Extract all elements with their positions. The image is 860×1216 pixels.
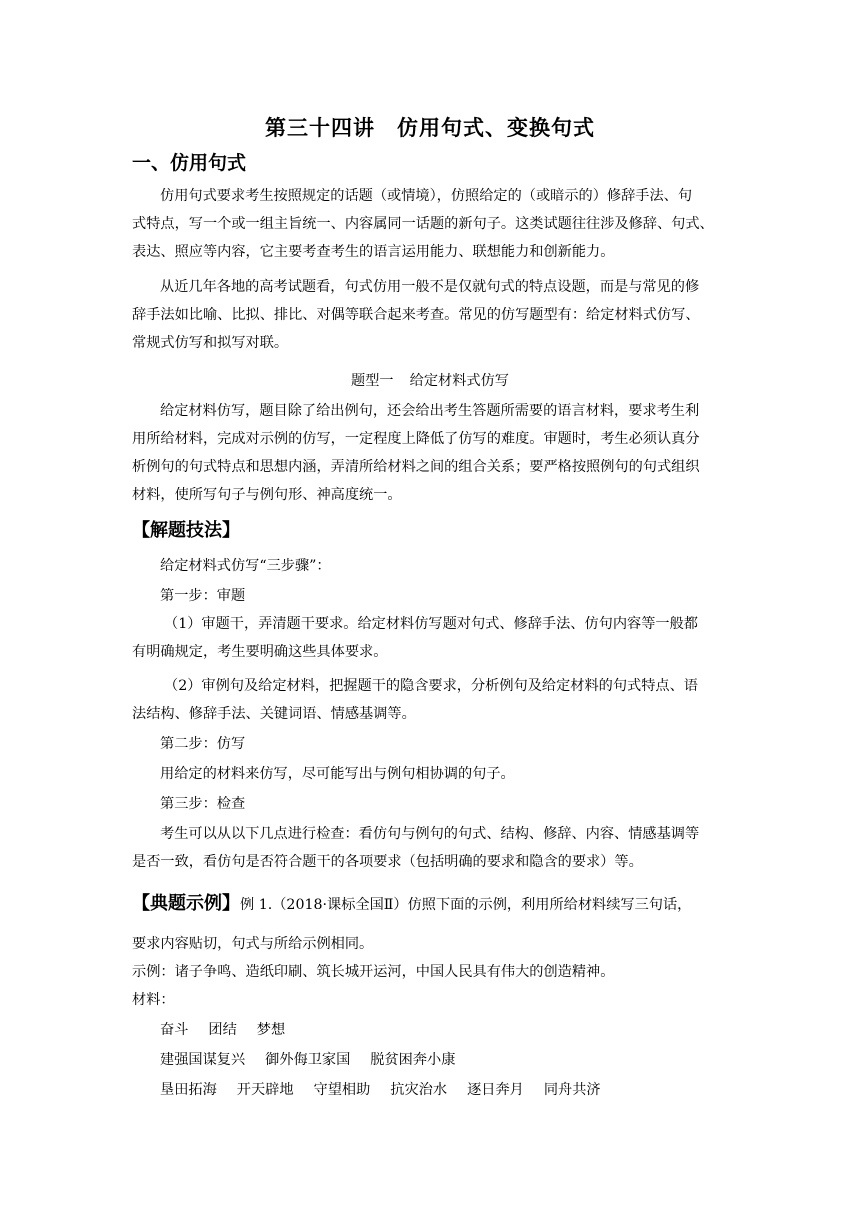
paragraph-line: 表达、照应等内容，它主要考查考生的语言运用能力、联想能力和创新能力。 <box>132 244 615 260</box>
material-item: 梦想 <box>256 1022 286 1038</box>
tips-intro: 给定材料式仿写“三步骤”： <box>160 558 331 574</box>
page-title <box>0 112 860 142</box>
paragraph-line: （2）审例句及给定材料，把握题干的隐含要求，分析例句及给定材料的句式特点、语 <box>164 678 698 694</box>
question-type-name: 给定材料式仿写 <box>409 373 509 389</box>
paragraph-line: 仿用句式要求考生按照规定的话题（或情境），仿照给定的（或暗示的）修辞手法、句 <box>160 188 693 204</box>
lecture-number: 第三十四讲 <box>265 116 375 140</box>
paragraph-line: 式特点，写一个或一组主旨统一、内容属同一话题的新句子。这类试题往往涉及修辞、句式、 <box>132 216 714 232</box>
material-row <box>160 1080 732 1100</box>
material-item: 脱贫困奔小康 <box>370 1052 456 1068</box>
material-row <box>160 1050 732 1070</box>
example-question-line <box>132 894 742 915</box>
material-item: 御外侮卫家国 <box>265 1052 351 1068</box>
material-item: 同舟共济 <box>543 1082 601 1098</box>
material-item: 抗灾治水 <box>390 1082 448 1098</box>
example-question-text: 例 1.（2018·课标全国Ⅱ）仿照下面的示例，利用所给材料续写三句话， <box>240 897 692 913</box>
section-heading-imitation: 一、仿用句式 <box>132 152 247 174</box>
paragraph-line: （1）审题干，弄清题干要求。给定材料仿写题对句式、修辞手法、仿句内容等一般都 <box>164 616 698 632</box>
material-item: 团结 <box>208 1022 237 1038</box>
paragraph-line: 常规式仿写和拟写对联。 <box>132 335 289 351</box>
material-item: 建强国谋复兴 <box>160 1052 246 1068</box>
paragraph-line: 给定材料仿写，题目除了给出例句，还会给出考生答题所需要的语言材料，要求考生利 <box>160 403 700 419</box>
step-two-label: 第二步：仿写 <box>160 736 246 752</box>
paragraph-line: 用给定的材料来仿写，尽可能写出与例句相协调的句子。 <box>160 766 515 782</box>
material-item: 守望相助 <box>313 1082 371 1098</box>
tips-heading: 【解题技法】 <box>132 520 240 541</box>
example-heading: 【典题示例】 <box>132 893 240 914</box>
paragraph-line: 辞手法如比喻、比拟、排比、对偶等联合起来考查。常见的仿写题型有：给定材料式仿写、 <box>132 307 700 323</box>
material-item: 奋斗 <box>160 1022 189 1038</box>
paragraph-line: 用所给材料，完成对示例的仿写，一定程度上降低了仿写的难度。审题时，考生必须认真分 <box>132 431 700 447</box>
question-type-label: 题型一 <box>351 373 394 389</box>
material-item: 垦田拓海 <box>160 1082 217 1098</box>
material-item: 逐日奔月 <box>467 1082 524 1098</box>
paragraph-line: 有明确规定，考生要明确这些具体要求。 <box>132 644 388 660</box>
material-row <box>160 1020 732 1040</box>
lecture-topic: 仿用句式、变换句式 <box>397 116 595 140</box>
sample-sentence: 示例：诸子争鸣、造纸印刷、筑长城开运河，中国人民具有伟大的创造精神。 <box>132 964 615 980</box>
step-three-label: 第三步：检查 <box>160 796 246 812</box>
paragraph-line: 考生可以从以下几点进行检查：看仿句与例句的句式、结构、修辞、内容、情感基调等 <box>160 826 700 842</box>
question-type-heading <box>0 371 860 391</box>
paragraph-line: 从近几年各地的高考试题看，句式仿用一般不是仅就句式的特点设题，而是与常见的修 <box>160 279 700 295</box>
material-label: 材料： <box>132 992 175 1008</box>
paragraph-line: 法结构、修辞手法、关键词语、情感基调等。 <box>132 706 416 722</box>
step-one-label: 第一步：审题 <box>160 588 246 604</box>
paragraph-line: 是否一致，看仿句是否符合题干的各项要求（包括明确的要求和隐含的要求）等。 <box>132 854 643 870</box>
paragraph-line: 要求内容贴切，句式与所给示例相同。 <box>132 936 374 952</box>
paragraph-line: 析例句的句式特点和思想内涵，弄清所给材料之间的组合关系；要严格按照例句的句式组织 <box>132 459 700 475</box>
material-item: 开天辟地 <box>236 1082 294 1098</box>
paragraph-line: 材料，使所写句子与例句形、神高度统一。 <box>132 487 402 503</box>
